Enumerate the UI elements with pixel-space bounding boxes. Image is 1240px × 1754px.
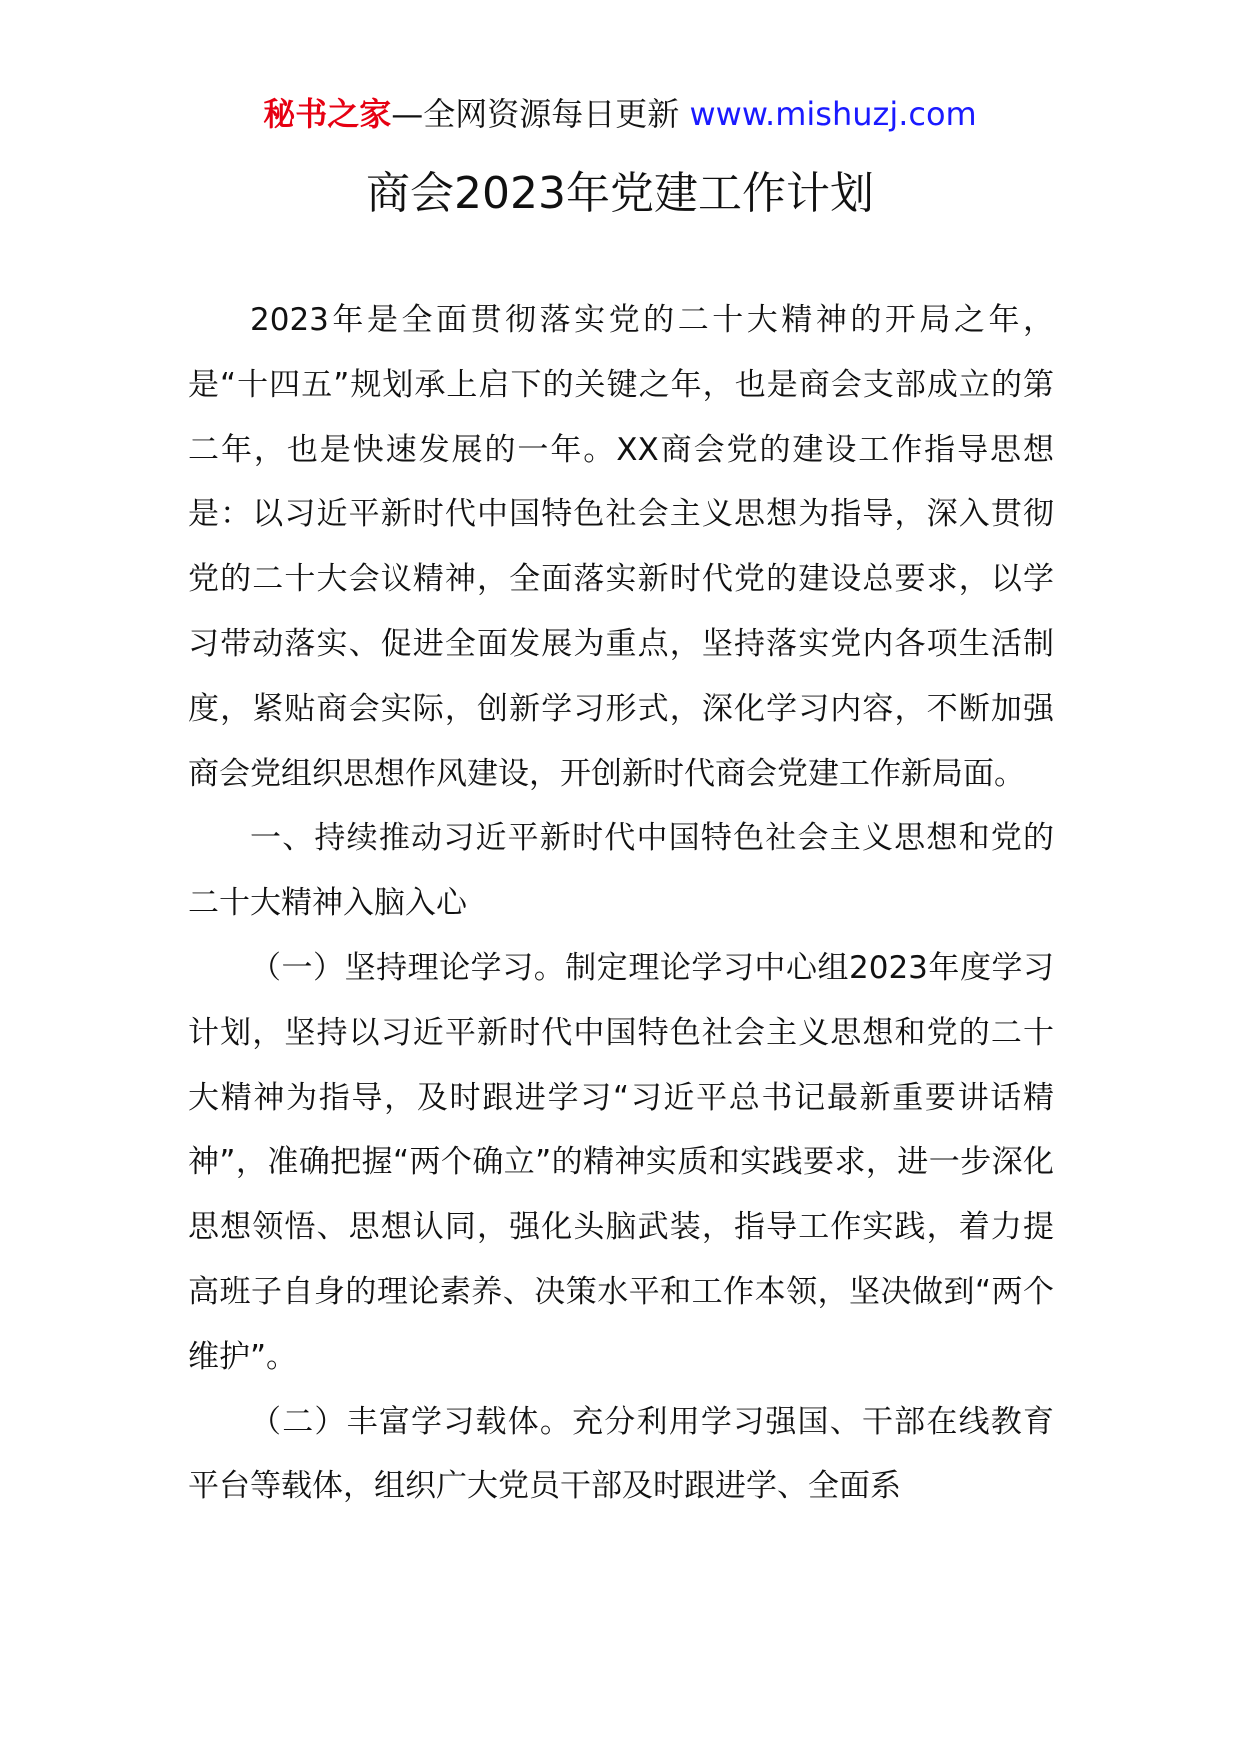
- site-header: [0, 94, 1240, 134]
- brand-name: 秘书之家: [263, 95, 392, 133]
- subsection-paragraph-2: （二）丰富学习载体。充分利用学习强国、干部在线教育平台等载体，组织广大党员干部及时跟进学、全面系: [188, 1403, 1054, 1505]
- document-body: [188, 288, 1054, 1519]
- subsection-paragraph-1: （一）坚持理论学习。制定理论学习中心组2023年度学习计划，坚持以习近平新时代中国特色社会主义思想和党的二十大精神为指导，及时跟进学习“习近平总书记最新重要讲话精神”，准确把握“两个确立”的精神实质和实践要求，进一步深化思想领悟、思想认同，强化头脑武装，指导工作实践，着力提高班子自身的理论素养、决策水平和工作本领，坚决做到“两个维护”。: [188, 949, 1054, 1375]
- site-slogan: —全网资源每日更新: [391, 95, 680, 133]
- site-url-link[interactable]: www.mishuzj.com: [689, 95, 977, 133]
- document-title: 商会2023年党建工作计划: [366, 168, 874, 219]
- section-heading-1: 一、持续推动习近平新时代中国特色社会主义思想和党的二十大精神入脑入心: [188, 820, 1054, 922]
- intro-paragraph: 2023年是全面贯彻落实党的二十大精神的开局之年，是“十四五”规划承上启下的关键之年，也是商会支部成立的第二年，也是快速发展的一年。XX商会党的建设工作指导思想是：以习近平新时代中国特色社会主义思想为指导，深入贯彻党的二十大会议精神，全面落实新时代党的建设总要求，以学习带动落实、促进全面发展为重点，坚持落实党内各项生活制度，紧贴商会实际，创新学习形式，深化学习内容，不断加强商会党组织思想作风建设，开创新时代商会党建工作新局面。: [188, 302, 1054, 792]
